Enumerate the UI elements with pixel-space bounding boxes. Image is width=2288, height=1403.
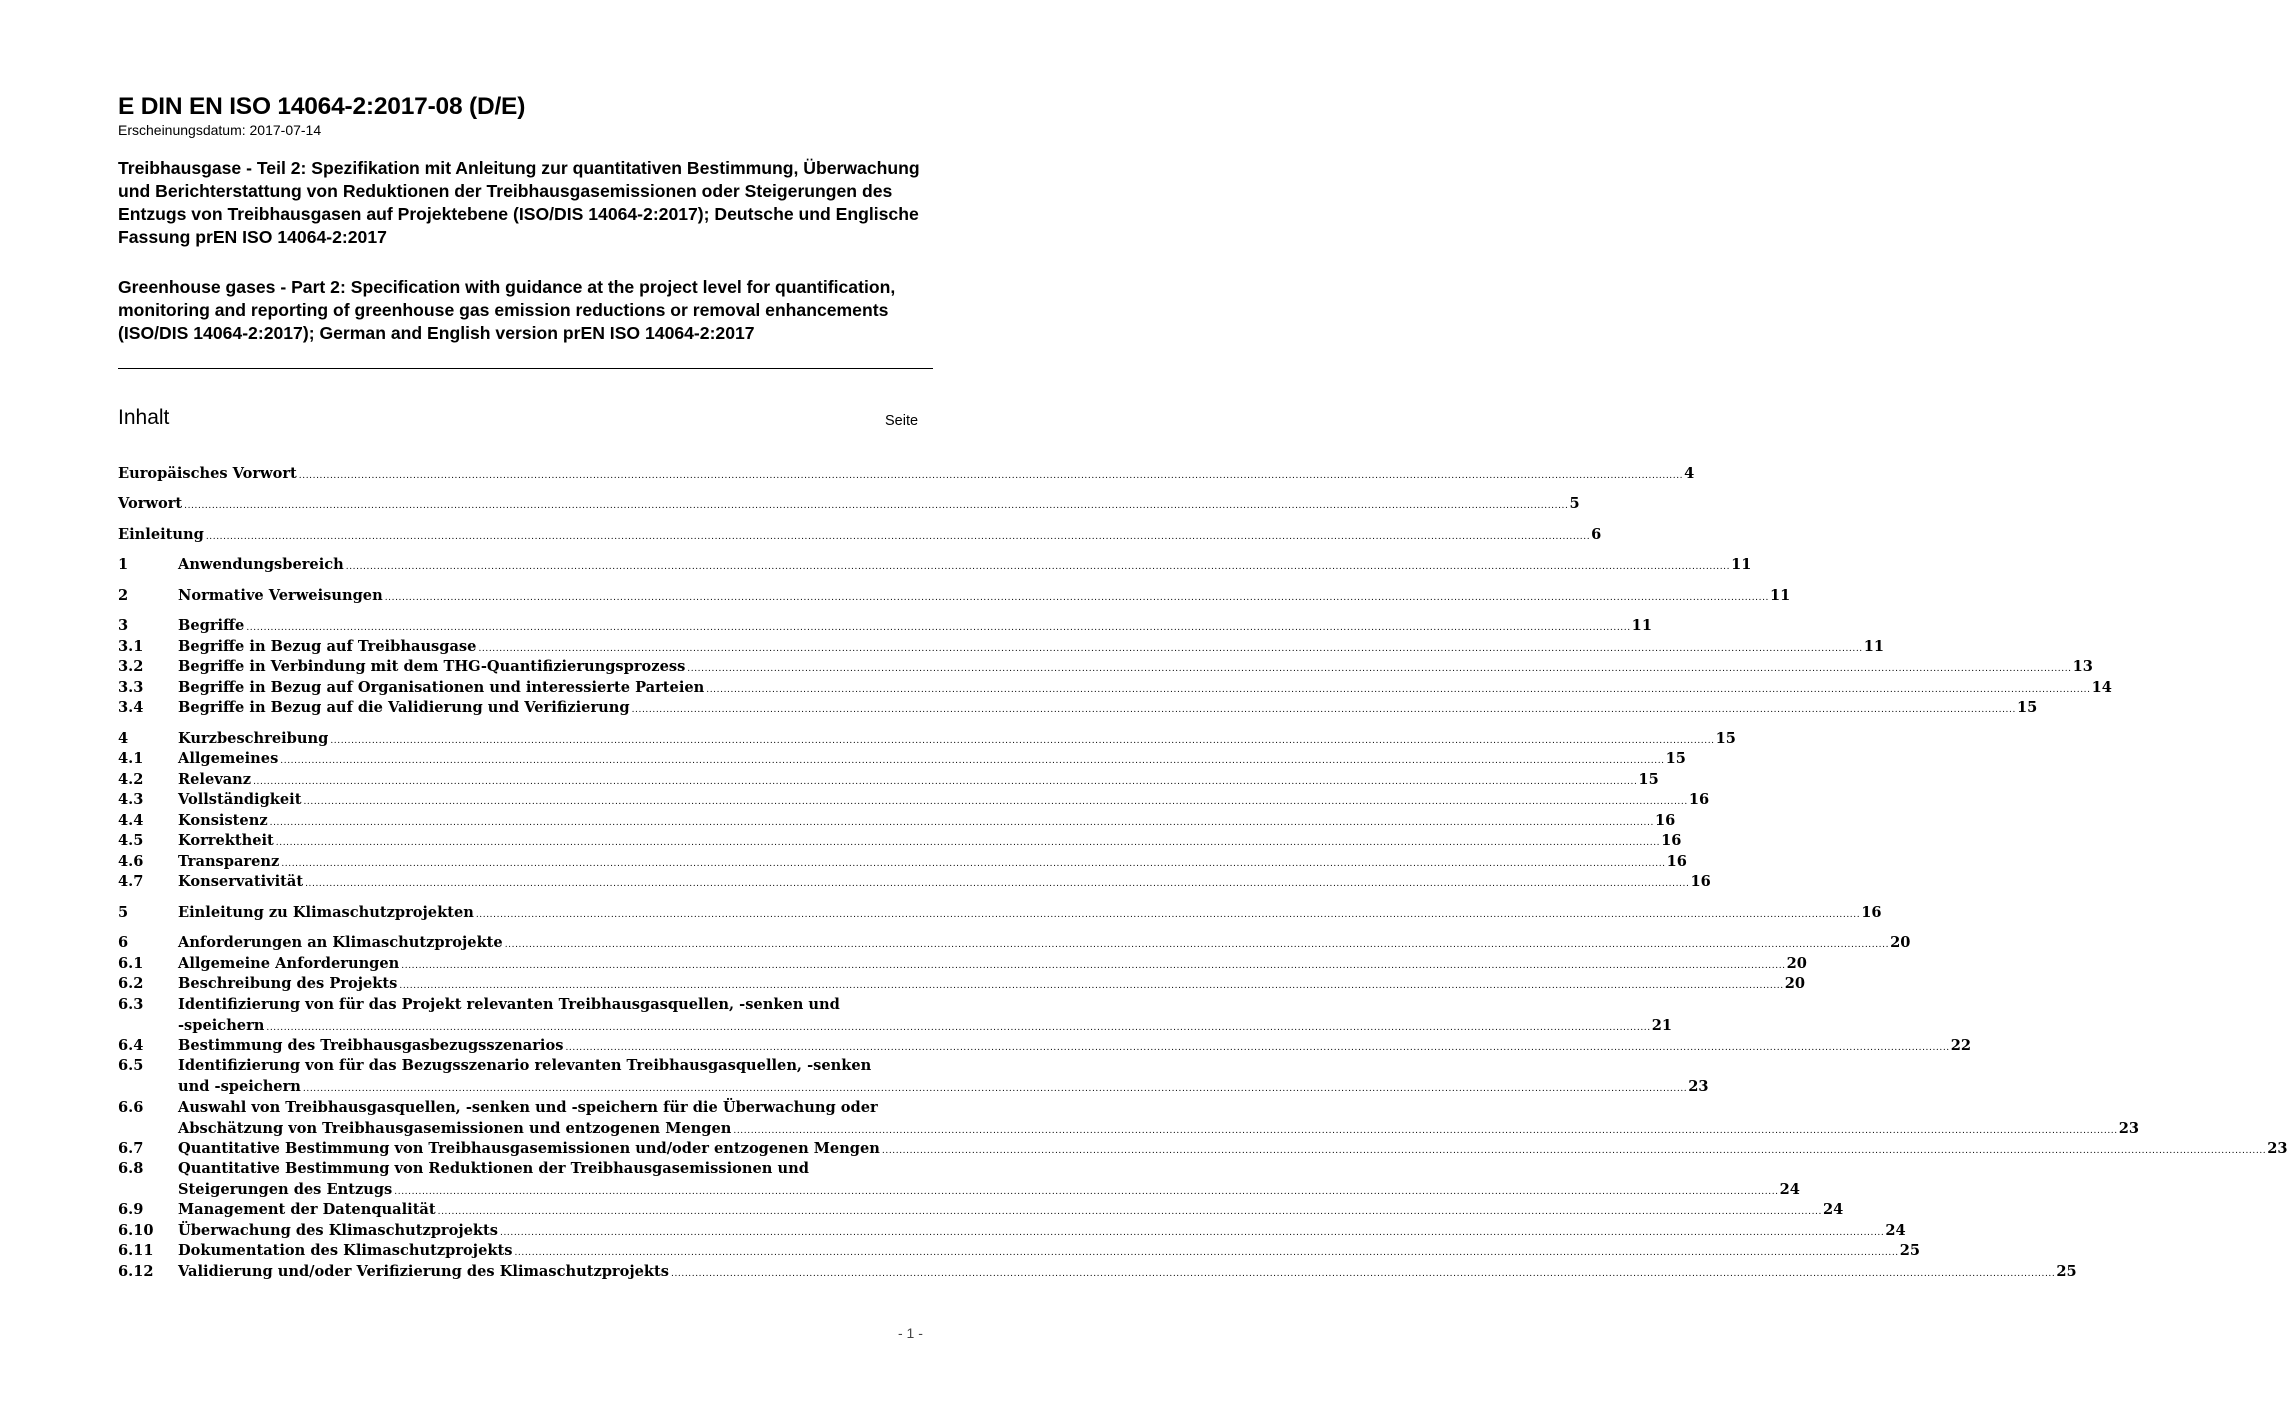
toc-entry-number: 2 (118, 587, 129, 604)
toc-entry[interactable] (118, 616, 1652, 637)
toc-entry-title: und -speichern (178, 1077, 301, 1095)
toc-entry-title: Bestimmung des Treibhausgasbezugsszenarios (178, 1037, 564, 1054)
toc-entry-title: Konsistenz (178, 812, 268, 829)
toc-dot-leader: ................................................................................................................................................................................................................................................................................................................................................................................................................ (298, 471, 1684, 481)
title-german: Treibhausgase - Teil 2: Spezifikation mit Anleitung zur quantitativen Bestimmung, Überwachung und Berichterstattung von Reduktionen der Treibhausgasemissionen oder Steigerungen des Entzugs von Treibhausgasen auf Projektebene (ISO/DIS 14064-2:2017); Deutsche und Englische Fassung prEN ISO 14064-2:2017 (118, 158, 920, 247)
toc-entry[interactable] (118, 464, 1695, 485)
toc-entry-number: 6.11 (118, 1242, 154, 1259)
toc-entry-number: 6.1 (118, 955, 144, 972)
toc-entry-page: 15 (1638, 771, 1659, 788)
toc-dot-leader: ................................................................................................................................................................................................................................................................................................................................................................................................................ (401, 961, 1786, 971)
toc-entry-page: 21 (1651, 1016, 1673, 1034)
toc-entry-number: 6.12 (118, 1263, 154, 1280)
toc-dot-leader: ................................................................................................................................................................................................................................................................................................................................................................................................................ (394, 1186, 1779, 1197)
toc-entry[interactable] (118, 1221, 1906, 1242)
toc-entry-title: Begriffe in Verbindung mit dem THG-Quantifizierungsprozess (178, 658, 686, 675)
toc-dot-leader: ................................................................................................................................................................................................................................................................................................................................................................................................................ (687, 664, 2072, 674)
toc-dot-leader: ................................................................................................................................................................................................................................................................................................................................................................................................................ (269, 818, 1654, 828)
toc-entry-title: Kurzbeschreibung (178, 730, 329, 747)
toc-entry[interactable] (118, 811, 1676, 832)
toc-dot-leader: ................................................................................................................................................................................................................................................................................................................................................................................................................ (280, 756, 1665, 766)
toc-entry-page: 25 (1899, 1242, 1921, 1259)
toc-dot-leader: ................................................................................................................................................................................................................................................................................................................................................................................................................ (345, 562, 1731, 572)
toc-entry[interactable] (118, 555, 1752, 576)
toc-entry-title: Beschreibung des Projekts (178, 975, 398, 992)
toc-heading: Inhalt (118, 406, 170, 429)
toc-entry-number: 6.10 (118, 1222, 154, 1239)
toc-entry-number: 4.2 (118, 771, 144, 788)
toc-entry[interactable] (118, 1139, 2288, 1160)
toc-entry-number: 1 (118, 556, 129, 573)
toc-entry-page: 20 (1890, 934, 1911, 951)
toc-entry-page: 25 (2056, 1263, 2077, 1280)
toc-entry[interactable] (118, 678, 2112, 699)
toc-entry-title: Konservativität (178, 873, 304, 890)
toc-entry[interactable] (118, 657, 2093, 678)
toc-entry-page: 16 (1654, 812, 1676, 829)
toc-entry-number: 4.6 (118, 853, 144, 870)
toc-entry-page: 11 (1770, 587, 1791, 604)
toc-entry-page: 5 (1569, 495, 1580, 512)
toc-entry-number: 4.4 (118, 812, 144, 829)
toc-entry-title: -speichern (178, 1016, 265, 1034)
toc-entry-number: 4.7 (118, 873, 144, 890)
toc-entry-title: Abschätzung von Treibhausgasemissionen und entzogenen Mengen (178, 1119, 732, 1137)
toc-entry-number: 3 (118, 617, 129, 634)
toc-entry-title: Validierung und/oder Verifizierung des Klimaschutzprojekts (178, 1263, 669, 1280)
toc-entry-title: Quantitative Bestimmung von Treibhausgasemissionen und/oder entzogenen Mengen (178, 1140, 880, 1157)
toc-entry-title: Überwachung des Klimaschutzprojekts (178, 1222, 498, 1239)
page-number: - 1 - (898, 1325, 923, 1341)
toc-entry-page: 24 (1822, 1201, 1844, 1218)
toc-entry[interactable] (118, 1241, 1921, 1262)
toc-entry[interactable] (118, 974, 1806, 995)
toc-entry-title: Korrektheit (178, 832, 274, 849)
toc-entry-page: 16 (1690, 873, 1711, 890)
toc-entry[interactable] (118, 954, 1807, 975)
toc-entry-title: Begriffe in Bezug auf Treibhausgase (178, 638, 477, 655)
toc-dot-leader: ................................................................................................................................................................................................................................................................................................................................................................................................................ (330, 736, 1715, 746)
toc-entry-page: 15 (1715, 730, 1736, 747)
toc-entry[interactable] (118, 525, 1602, 546)
table-of-contents (118, 0, 2288, 1300)
toc-entry-title: Europäisches Vorwort (118, 465, 297, 482)
toc-entry-number: 3.1 (118, 638, 144, 655)
toc-entry-page: 16 (1861, 904, 1882, 921)
toc-entry-title: Vollständigkeit (178, 791, 302, 808)
toc-dot-leader: ................................................................................................................................................................................................................................................................................................................................................................................................................ (514, 1248, 1899, 1258)
toc-entry-title: Allgemeines (178, 750, 279, 767)
toc-entry-title: Anforderungen an Klimaschutzprojekte (178, 934, 503, 951)
toc-dot-leader: ................................................................................................................................................................................................................................................................................................................................................................................................................ (706, 685, 2091, 695)
toc-entry-page: 20 (1786, 955, 1807, 972)
toc-entry-page: 13 (2072, 658, 2093, 675)
toc-entry-page: 11 (1863, 638, 1885, 655)
toc-entry-title: Begriffe in Bezug auf die Validierung und Verifizierung (178, 699, 630, 716)
toc-entry[interactable] (118, 995, 1673, 1036)
toc-page-column-label: Seite (885, 413, 919, 429)
toc-entry-title: Transparenz (178, 853, 280, 870)
toc-entry-page: 15 (2016, 699, 2038, 716)
toc-entry-page: 24 (1779, 1180, 1800, 1198)
toc-entry-page: 16 (1688, 791, 1710, 808)
toc-entry-page: 15 (1665, 750, 1686, 767)
toc-entry-page: 16 (1666, 853, 1687, 870)
toc-entry-title-line1: Identifizierung von für das Bezugsszenario relevanten Treibhausgasquellen, -senken (178, 1057, 872, 1074)
toc-entry[interactable] (118, 494, 1580, 515)
toc-dot-leader: ................................................................................................................................................................................................................................................................................................................................................................................................................ (881, 1146, 2267, 1156)
toc-dot-leader: ................................................................................................................................................................................................................................................................................................................................................................................................................ (303, 797, 1688, 807)
toc-entry-title: Vorwort (118, 495, 183, 512)
toc-entry-page: 14 (2091, 679, 2112, 696)
toc-entry-number: 6.4 (118, 1037, 144, 1054)
toc-entry-title: Anwendungsbereich (178, 556, 344, 573)
toc-dot-leader: ................................................................................................................................................................................................................................................................................................................................................................................................................ (631, 705, 2016, 715)
toc-dot-leader: ................................................................................................................................................................................................................................................................................................................................................................................................................ (478, 644, 1863, 654)
toc-entry-page: 23 (2267, 1140, 2288, 1157)
toc-entry-number: 6.9 (118, 1201, 144, 1218)
toc-entry-title: Relevanz (178, 771, 252, 788)
toc-entry-number: 3.4 (118, 699, 144, 716)
toc-dot-leader: ................................................................................................................................................................................................................................................................................................................................................................................................................ (246, 623, 1631, 633)
toc-entry-number: 3.2 (118, 658, 144, 675)
toc-entry-page: 6 (1591, 526, 1602, 543)
toc-entry-number: 6.5 (118, 1057, 144, 1074)
toc-entry[interactable] (118, 770, 1659, 791)
toc-dot-leader: ................................................................................................................................................................................................................................................................................................................................................................................................................ (184, 501, 1569, 511)
toc-entry-page: 16 (1661, 832, 1682, 849)
toc-entry-title: Begriffe in Bezug auf Organisationen und interessierte Parteien (178, 679, 705, 696)
toc-entry[interactable] (118, 933, 1911, 954)
toc-entry-number: 6.7 (118, 1140, 144, 1157)
toc-entry-title: Dokumentation des Klimaschutzprojekts (178, 1242, 513, 1259)
toc-dot-leader: ................................................................................................................................................................................................................................................................................................................................................................................................................ (437, 1207, 1822, 1217)
toc-entry[interactable] (118, 637, 1885, 658)
toc-entry-title: Normative Verweisungen (178, 587, 383, 604)
toc-dot-leader: ................................................................................................................................................................................................................................................................................................................................................................................................................ (475, 910, 1861, 920)
toc-dot-leader: ................................................................................................................................................................................................................................................................................................................................................................................................................ (733, 1125, 2118, 1136)
toc-entry-page: 20 (1784, 975, 1806, 992)
toc-entry[interactable] (118, 790, 1710, 811)
toc-entry-number: 4 (118, 730, 129, 747)
toc-entry[interactable] (118, 1056, 1709, 1097)
toc-entry-number: 5 (118, 904, 129, 921)
toc-dot-leader: ................................................................................................................................................................................................................................................................................................................................................................................................................ (384, 593, 1770, 603)
toc-entry-page: 11 (1731, 556, 1752, 573)
toc-entry-page: 11 (1631, 617, 1652, 634)
toc-entry-page: 22 (1950, 1037, 1972, 1054)
toc-dot-leader: ................................................................................................................................................................................................................................................................................................................................................................................................................ (500, 1228, 1885, 1238)
toc-dot-leader: ................................................................................................................................................................................................................................................................................................................................................................................................................ (399, 981, 1784, 991)
toc-entry-page: 24 (1885, 1222, 1906, 1239)
toc-entry[interactable] (118, 1098, 2140, 1139)
toc-entry[interactable] (118, 586, 1791, 607)
toc-entry-title-line1: Auswahl von Treibhausgasquellen, -senken und -speichern für die Überwachung oder (178, 1099, 878, 1116)
toc-dot-leader: ................................................................................................................................................................................................................................................................................................................................................................................................................ (281, 859, 1666, 869)
toc-dot-leader: ................................................................................................................................................................................................................................................................................................................................................................................................................ (565, 1043, 1950, 1053)
toc-entry[interactable] (118, 903, 1882, 924)
toc-entry[interactable] (118, 1159, 1800, 1200)
toc-entry-number: 4.5 (118, 832, 144, 849)
toc-entry-title: Begriffe (178, 617, 245, 634)
toc-dot-leader: ................................................................................................................................................................................................................................................................................................................................................................................................................ (205, 532, 1591, 542)
toc-dot-leader: ................................................................................................................................................................................................................................................................................................................................................................................................................ (671, 1269, 2056, 1279)
toc-dot-leader: ................................................................................................................................................................................................................................................................................................................................................................................................................ (504, 940, 1890, 950)
document-id: E DIN EN ISO 14064-2:2017-08 (D/E) (118, 93, 526, 120)
toc-entry-number: 6 (118, 934, 129, 951)
toc-entry-number: 6.8 (118, 1160, 144, 1177)
toc-entry-title-line1: Quantitative Bestimmung von Reduktionen der Treibhausgasemissionen und (178, 1160, 809, 1177)
toc-dot-leader: ................................................................................................................................................................................................................................................................................................................................................................................................................ (302, 1083, 1688, 1094)
toc-entry-title: Management der Datenqualität (178, 1201, 436, 1218)
toc-dot-leader: ................................................................................................................................................................................................................................................................................................................................................................................................................ (305, 879, 1690, 889)
toc-entry-title-line1: Identifizierung von für das Projekt relevanten Treibhausgasquellen, -senken und (178, 996, 840, 1013)
toc-entry[interactable] (118, 749, 1686, 770)
toc-entry[interactable] (118, 852, 1687, 873)
toc-entry[interactable] (118, 831, 1682, 852)
toc-dot-leader: ................................................................................................................................................................................................................................................................................................................................................................................................................ (266, 1022, 1651, 1033)
toc-entry[interactable] (118, 1200, 1844, 1221)
toc-entry-number: 4.3 (118, 791, 144, 808)
title-english: Greenhouse gases - Part 2: Specification with guidance at the project level for quantification, monitoring and reporting of greenhouse gas emission reductions or removal enhancements (ISO/DIS 14064-2:2017); German and English version prEN ISO 14064-2:2017 (118, 277, 896, 343)
toc-entry-title: Einleitung (118, 526, 204, 543)
toc-entry-title: Allgemeine Anforderungen (178, 955, 400, 972)
toc-entry-page: 23 (1688, 1077, 1709, 1095)
toc-entry-number: 6.6 (118, 1099, 144, 1116)
toc-entry-title: Steigerungen des Entzugs (178, 1180, 393, 1198)
toc-entry[interactable] (118, 1036, 1972, 1057)
toc-entry[interactable] (118, 872, 1711, 893)
toc-entry-page: 4 (1684, 465, 1695, 482)
toc-entry-title: Einleitung zu Klimaschutzprojekten (178, 904, 474, 921)
toc-dot-leader: ................................................................................................................................................................................................................................................................................................................................................................................................................ (275, 838, 1661, 848)
toc-entry[interactable] (118, 698, 2038, 719)
publication-date: Erscheinungsdatum: 2017-07-14 (118, 122, 322, 138)
toc-dot-leader: ................................................................................................................................................................................................................................................................................................................................................................................................................ (253, 777, 1638, 787)
toc-entry-number: 6.3 (118, 996, 144, 1013)
toc-entry-page: 23 (2118, 1119, 2140, 1137)
toc-entry[interactable] (118, 1262, 2077, 1283)
toc-entry-number: 4.1 (118, 750, 144, 767)
toc-entry[interactable] (118, 729, 1736, 750)
toc-entry-number: 6.2 (118, 975, 144, 992)
toc-entry-number: 3.3 (118, 679, 144, 696)
